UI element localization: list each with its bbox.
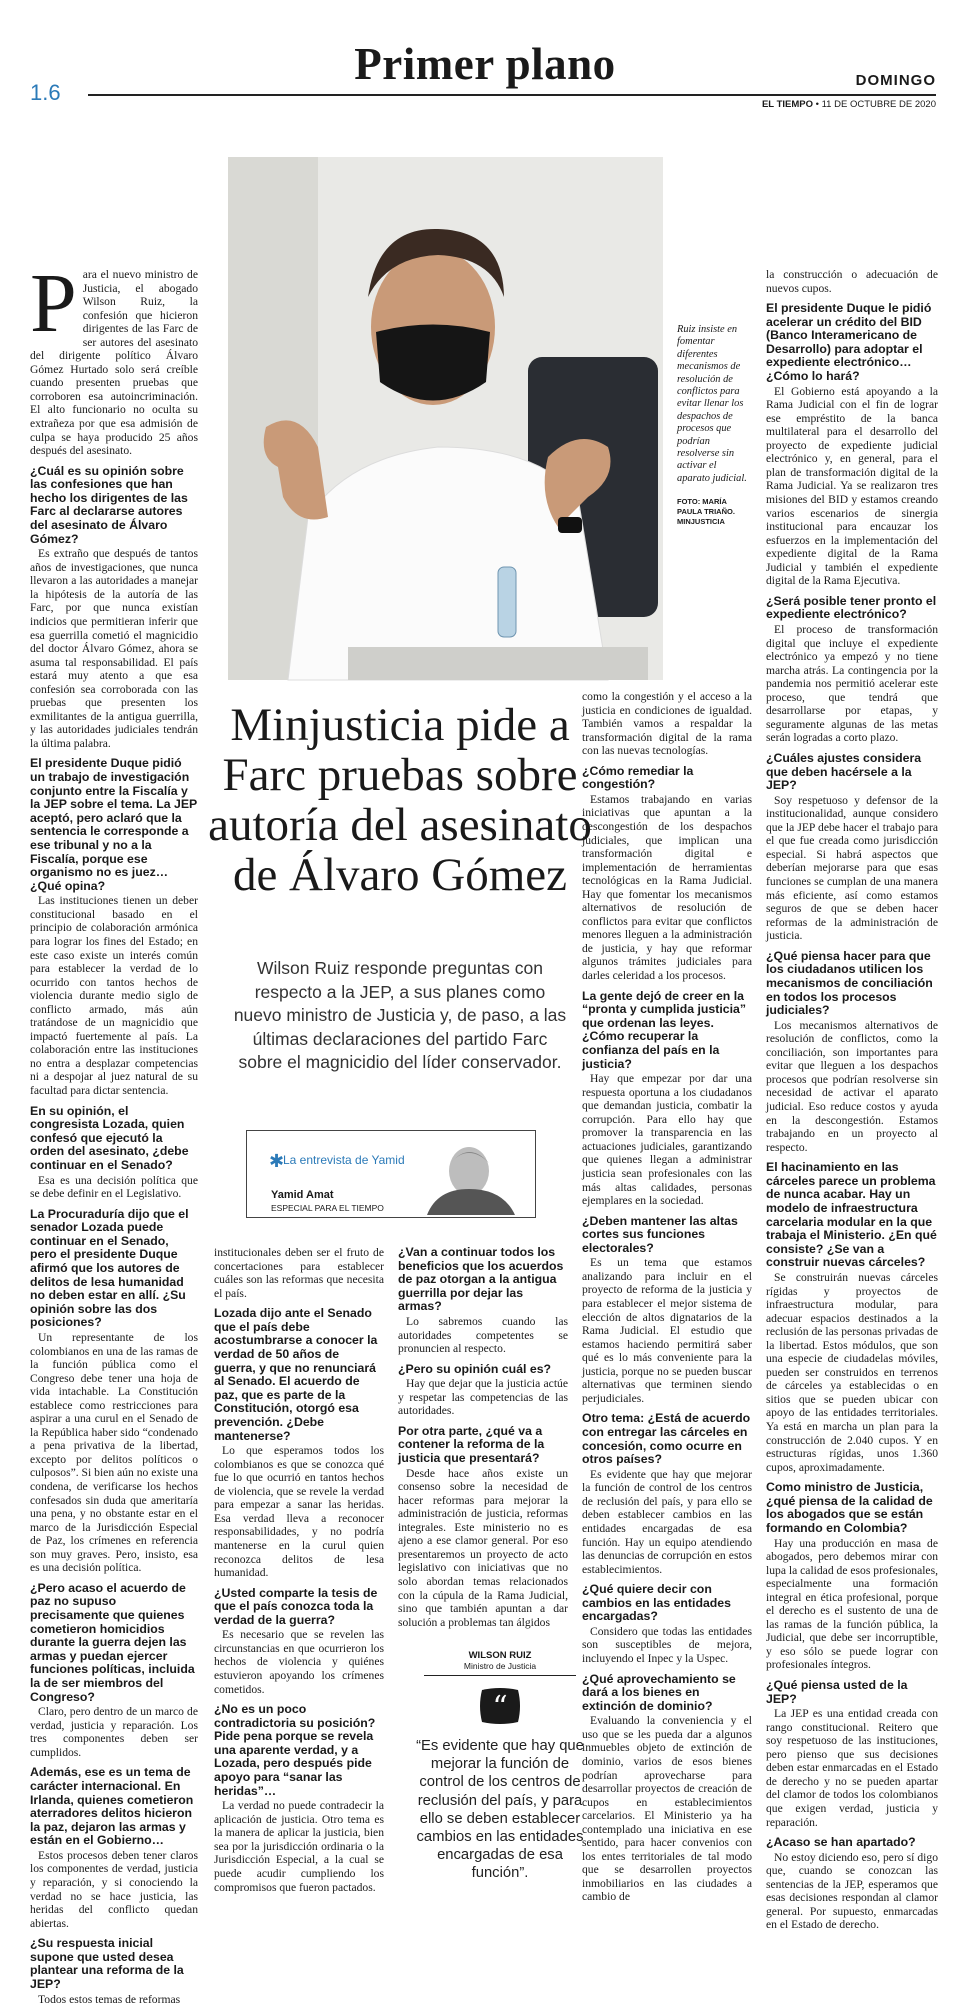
column-1: [30, 257, 198, 2006]
photo-credit: FOTO: MARÍA PAULA TRIAÑO. MINJUSTICIA: [677, 497, 735, 526]
answer: Soy respetuoso y defensor de la institucionalidad, aunque considero que la JEP debe hacer el trabajo para el que fue creada como jurisdicción especial. Si habrá aspectos que deberían mejorarse para que esas funciones se cumplan de una manera más eficiente, así como estamos seguros de que se deben hacer reformas de la administración de justicia.: [766, 793, 938, 943]
question: Además, ese es un tema de carácter internacional. En Irlanda, quienes cometieron aterradores delitos hicieron la paz, dejaron las armas y están en el Gobierno…: [30, 1765, 194, 1848]
question: ¿Su respuesta inicial supone que usted desea plantear una reforma de la JEP?: [30, 1936, 184, 1991]
answer: Claro, pero dentro de un marco de verdad, justicia y reparación. Los tres componentes deben ser cumplidos.: [30, 1705, 198, 1759]
question: Otro tema: ¿Está de acuerdo con entregar las cárceles en concesión, como ocurre en otros países?: [582, 1411, 751, 1467]
question: ¿Qué quiere decir con cambios en las entidades encargadas?: [582, 1582, 731, 1624]
author-role: ESPECIAL PARA EL TIEMPO: [271, 1203, 384, 1213]
answer: El proceso de transformación digital que incluye el expediente electrónico ya empezó y no tiene marcha atrás. La contingencia por la pandemia nos permitió acelerar este proceso, que tendrá que desarrollarse por etapas, y seguramente algunas de las metas serán logradas a corto plazo.: [766, 623, 938, 745]
star-icon: ✱: [269, 1151, 285, 1171]
question: Lozada dijo ante el Senado que el país debe acostumbrarse a conocer la verdad de 50 años de guerra, y que no renunciará al Senado. El acuerdo de paz, que es parte de la Constitución, otorgó esa prevención. ¿Debe mantenerse?: [214, 1306, 378, 1443]
quote-speaker-role: Ministro de Justicia: [463, 1661, 537, 1671]
answer: Hay una producción en masa de abogados, pero debemos mirar con lupa la calidad de esos profesionales, especialmente una formación integral en ética profesional, porque el derecho es el sustento de una de las ramas de la función pública, la Judicial, que debe ser incorruptible, y eso sólo se puede lograr con profesionales íntegros.: [766, 1536, 938, 1672]
column-2: [214, 1246, 384, 1914]
answer: Lo sabremos cuando las autoridades competentes se pronuncien al respecto.: [398, 1314, 568, 1356]
question: ¿Qué piensa usted de la JEP?: [766, 1678, 908, 1706]
question: ¿Cuál es su opinión sobre las confesiones que han hecho los dirigentes de las Farc al declararse autores del asesinato de Álvaro Gómez?: [30, 463, 188, 546]
question: ¿Qué piensa hacer para que los ciudadanos utilicen los mecanismos de conciliación en todos los procesos judiciales?: [766, 948, 933, 1018]
answer: El Gobierno está apoyando a la Rama Judicial con el fin de lograr ese empréstito de la banca multilateral para el desarrollo del proyecto de expediente judicial electrónico y, en general, para el plan de transformación digital de la Rama Judicial. Ya se realizaron tres misiones del BID y estamos creando varios escenarios de sinergia institucional para encauzar los esfuerzos en la implementación del expediente digital de la Rama Judicial y también el expediente digital de la Rama Ejecutiva.: [766, 384, 938, 588]
dateline: [762, 99, 936, 110]
interview-label: La entrevista de Yamid: [283, 1153, 405, 1167]
header-rule: [88, 94, 936, 96]
answer: Un representante de los colombianos en una de las ramas de la función pública como el Congreso debe tener una hoja de vida intachable. La Constitución establece como restricciones para aspirar a una curul en el Senado de la República haber sido “condenado a pena privativa de la libertad, excepto por delitos políticos o culposos”. Si bien aún no existe una condena, de verificarse los hechos confesados sin duda que ameritaría una pena, y no obstante estar en el marco de la Jurisdicción Especial de Paz, los crímenes en referencia son muy graves. Pero, insisto, esa es una decisión política.: [30, 1330, 198, 1575]
answer: Los mecanismos alternativos de resolución de conflictos, como la conciliación, son importantes para evitar que lleguen a los despachos procesos que podrían resolverse sin necesidad de activar el aparato judicial. Eso reduce costos y ayuda en la descongestión. Estamos trabajando en un proyecto al respecto.: [766, 1018, 938, 1154]
deck: Wilson Ruiz responde preguntas con respecto a la JEP, a sus planes como nuevo ministro de Justicia y, de paso, a las últimas declaraciones del partido Farc sobre el magnicidio del líder conservador.: [233, 958, 567, 1072]
photo-caption: Ruiz insiste en fomentar diferentes mecanismos de resolución de conflictos para evitar llenar los despachos de procesos que podrían resolverse sin activar el aparato judicial.: [677, 324, 747, 484]
answer: Hay que dejar que la justicia actúe y respetar las competencias de las autoridades.: [398, 1377, 568, 1418]
quote-marks-icon: [478, 1686, 522, 1726]
lead-text: ara el nuevo ministro de Justicia, el abogado Wilson Ruiz, la confesión que hicieron dirigentes de las Farc de ser autores del asesinato del dirigente político Álvaro Gómez Hurtado solo será creíble cuando presenten pruebas que corroboren esa autoincriminación. El alto funcionario no oculta su extrañeza por que esa admisión de culpa se haya producido 25 años después del asesinato.: [30, 268, 198, 458]
question: ¿Usted comparte la tesis de que el país conozca toda la verdad de la guerra?: [214, 1585, 378, 1627]
column-5: [766, 268, 938, 1932]
quote-rule: [424, 1675, 576, 1676]
answer: Es necesario que se revelen las circunstancias en que ocurrieron los hechos de violencia y quiénes estuvieron apoyando los crímenes cometidos.: [214, 1628, 384, 1696]
answer: Desde hace años existe un consenso sobre la necesidad de hacer reformas para mejorar la administración de justicia, reformas integrales. Este ministerio no es ajeno a ese clamor general. Por eso presentaremos un proyecto de acto legislativo con iniciativas que no solo abordan temas relacionados con la cúpula de la Rama Judicial, sino que también apuntan a dar solución a problemas tan álgidos: [398, 1466, 568, 1629]
question: El presidente Duque pidió un trabajo de investigación conjunto entre la Fiscalía y la JEP sobre el tema. La JEP aceptó, pero aclaró que la sentencia le corresponde a ese tribunal y no a la Fiscalía, porque ese organismo no es juez… ¿Qué opina?: [30, 756, 198, 893]
page-number: 1.6: [30, 80, 61, 105]
question: El presidente Duque le pidió acelerar un crédito del BID (Banco Interamericano de Desarrollo) para adoptar el expediente electrónico… ¿Cómo lo hará?: [766, 301, 932, 384]
question: ¿Pero acaso el acuerdo de paz no supuso precisamente que quienes cometieron homicidios durante la guerra dejen las armas y puedan ejercer funciones políticas, incluida la de ser miembros del Congreso?: [30, 1580, 195, 1704]
answer: Lo que esperamos todos los colombianos es que se conozca qué fue lo que ocurrió en tantos hechos de violencia, que se revele la verdad para empezar a sanar las heridas. Esa verdad lleva a reconocer responsabilidades, y no podría mantenerse en la curul quien reconozca delitos de lesa humanidad.: [214, 1444, 384, 1580]
answer: Se construirán nuevas cárceles rígidas y proyectos de infraestructura modular, para adecuar espacios destinados a la reclusión de las personas privadas de la libertad. Estos módulos, que son una especie de ciudadelas móviles, pueden ser construidos en terrenos de cárceles ya establecidas o en sitios que se pueden ubicar con apoyo de las entidades territoriales. Ya está en marcha un plan para la construcción de 2.040 cupos. Y en estructuras rígidas, unos 1.360 cupos, aproximadamente.: [766, 1270, 938, 1474]
answer: institucionales deben ser el fruto de concertaciones para establecer cuáles son las reformas que necesita el país.: [214, 1246, 384, 1300]
lead-paragraph: [30, 257, 198, 458]
author-portrait: [407, 1137, 527, 1215]
question: ¿Será posible tener pronto el expediente electrónico?: [766, 593, 937, 622]
question: En su opinión, el congresista Lozada, quien confesó que ejecutó la orden del asesinato, ¿debe continuar en el Senado?: [30, 1103, 189, 1172]
answer: Evaluando la conveniencia y el uso que se les pueda dar a algunos inmuebles objeto de extinción de dominio, varios de esos bienes podrían aprovecharse para desarrollar proyectos de creación de cupos en establecimientos carcelarios. El Ministerio ya ha contemplado una iniciativa en ese sentido, para hacer convenios con los entes territoriales de tal modo que se desarrollen proyectos inmobiliarios en las ciudades a cambio de: [582, 1714, 752, 1904]
answer: Esa es una decisión política que se debe definir en el Legislativo.: [30, 1173, 198, 1201]
answer: Es extraño que después de tantos años de investigaciones, que nunca llevaron a las autoridades a manejar la hipótesis de la autoría de las Farc, por que nunca existían indicios que permitieran inferir que esa guerrilla cometió el magnicidio del doctor Álvaro Gómez, ahora se asuma tal responsabilidad. El país estará muy atento a que esa confesión sea corroborada con las pruebas que presenten los exmilitantes de la antigua guerrilla, y las autoridades judiciales tendrán la última palabra.: [30, 547, 198, 750]
question: ¿Acaso se han apartado?: [766, 1835, 916, 1850]
question: ¿Deben mantener las altas cortes sus funciones electorales?: [582, 1213, 738, 1255]
day-label: DOMINGO: [855, 72, 936, 89]
column-4: [582, 690, 752, 1914]
question: El hacinamiento en las cárceles parece un problema de nunca acabar. Hay un modelo de infraestructura carcelaria modular en la que trabaja el Ministerio. ¿En qué consiste? ¿Se van a construir nuevas cárceles?: [766, 1160, 937, 1270]
photo-illustration: [228, 157, 663, 680]
answer: No estoy diciendo eso, pero sí digo que, cuando se conozcan las sentencias de la JEP, esperamos que esas decisiones respondan al clamor general. Por supuesto, enmarcadas en el Estado de derecho.: [766, 1850, 938, 1932]
answer: Estos procesos deben tener claros los componentes de verdad, justicia y reparación, y si conociendo la verdad no se hace justicia, las heridas del conflicto quedan abiertas.: [30, 1848, 198, 1930]
question: La Procuraduría dijo que el senador Lozada puede continuar en el Senado, pero el presidente Duque afirmó que los autores de delitos de lesa humanidad no deben estar en allí. ¿Su opinión sobre las dos posiciones?: [30, 1206, 189, 1330]
answer: Es evidente que hay que mejorar la función de control de los centros de reclusión del país, y para ello se deben establecer cambios en las entidades encargadas de esa función. Hay un equipo atendiendo las denuncias de corrupción en estos establecimientos.: [582, 1467, 752, 1576]
answer: Es un tema que estamos analizando para incluir en el proyecto de reforma de la justicia y para establecer el mejor sistema de elección de altos dignatarios de la Rama Judicial. El estudio que estamos haciendo permitirá saber qué es lo más conveniente para la justicia, porque no se pueden buscar alternativas que terminen siendo perjudiciales.: [582, 1256, 752, 1405]
question: ¿No es un poco contradictoria su posición? Pide pena porque se revela una aparente verdad, y a Lozada, pero después pide apoyo para “sanar las heridas”…: [214, 1702, 376, 1798]
main-photo: [228, 157, 663, 680]
section-title: Primer plano: [354, 39, 616, 89]
pull-quote: [410, 1650, 590, 1883]
question: ¿Qué aprovechamiento se dará a los bienes en extinción de dominio?: [582, 1671, 736, 1713]
author-name: Yamid Amat: [271, 1189, 334, 1201]
answer: Las instituciones tienen un deber constitucional basado en el principio de colaboración armónica para lograr los fines del Estado; en este caso existe un interés común para establecer la verdad de lo ocurrido con tantos hechos de violencia durante medio siglo de conflicto armado, más aún tratándose de un magnicidio que impactó fuertemente al país. La colaboración entre las instituciones no entra a desplazar competencias ni a despojar al juez natural de su facultad para dictar sentencia.: [30, 894, 198, 1098]
answer: Todos estos temas de reformas: [38, 1992, 181, 2006]
answer: Estamos trabajando en varias iniciativas que apuntan a la descongestión de los despachos judiciales, que implican una transformación digital e implementación de herramientas tecnológicas en la Rama Judicial. Hay que fomentar los mecanismos alternativos de resolución de conflictos para evitar que conflictos menores lleguen a la administración de justicia, y hay que reformar algunos trámites judiciales para darles celeridad a los procesos.: [582, 792, 752, 983]
question: Como ministro de Justicia, ¿qué piensa de la calidad de los abogados que se están formando en Colombia?: [766, 1480, 933, 1535]
answer: la construcción o adecuación de nuevos cupos.: [766, 268, 938, 295]
quote-speaker: WILSON RUIZ: [468, 1650, 532, 1661]
quote-text: “Es evidente que hay que mejorar la función de control de los centros de reclusión del país, y para ello se deben establecer cambios en las entidades encargadas de esa función”.: [416, 1738, 584, 1882]
question: Por otra parte, ¿qué va a contener la reforma de la justicia que presentará?: [398, 1423, 545, 1466]
answer: como la congestión y el acceso a la justicia en condiciones de igualdad. También vamos a respaldar la transformación digital de la rama con las nuevas tecnologías.: [582, 690, 752, 758]
headline: Minjusticia pide a Farc pruebas sobre autoría del asesinato de Álvaro Gómez: [208, 699, 592, 901]
question: ¿Cómo remediar la congestión?: [582, 763, 694, 792]
issue-date: • 11 DE OCTUBRE DE 2020: [813, 99, 936, 110]
answer: Considero que todas las entidades son susceptibles de mejora, incluyendo el Inpec y la Uspec.: [582, 1624, 752, 1666]
answer: Hay que empezar por dar una respuesta oportuna a los ciudadanos que demandan justicia, combatir la corrupción. Para ello hay que promover la transparencia en las actuaciones judiciales, garantizando que quienes llegan a administrar justicia sean profesionales con las más altas calidades, personas ejemplares en la sociedad.: [582, 1072, 752, 1208]
dropcap: P: [30, 257, 77, 350]
question: ¿Cuáles ajustes considera que deben hacérsele a la JEP?: [766, 750, 922, 793]
question: ¿Pero su opinión cuál es?: [398, 1361, 552, 1376]
question: ¿Van a continuar todos los beneficios que los acuerdos de paz otorgan a la antigua guerrilla por dejar las armas?: [398, 1245, 564, 1314]
answer: La verdad no puede contradecir la aplicación de justicia. Otro tema es la manera de aplicar la justicia, bien sea por la jurisdicción ordinaria o la Jurisdicción Especial, a la cual se puede acudir cumpliendo los compromisos que fueron pactados.: [214, 1799, 384, 1894]
column-3: [398, 1246, 568, 1646]
answer: La JEP es una entidad creada con rango constitucional. Reitero que soy respetuoso de las instituciones, pero pienso que sus decisiones deben estar enmarcadas en el Estado de derecho y no se pueden apartar del clamor de todos los colombianos que exigen verdad, justicia y reparación.: [766, 1707, 938, 1829]
svg-text:“: “: [492, 1690, 508, 1725]
brand-name: EL TIEMPO: [761, 99, 813, 110]
question: La gente dejó de creer en la “pronta y cumplida justicia” que ordenan las leyes. ¿Cómo recuperar la confianza del país en la justicia?: [582, 988, 746, 1071]
interview-promo: [246, 1130, 536, 1218]
